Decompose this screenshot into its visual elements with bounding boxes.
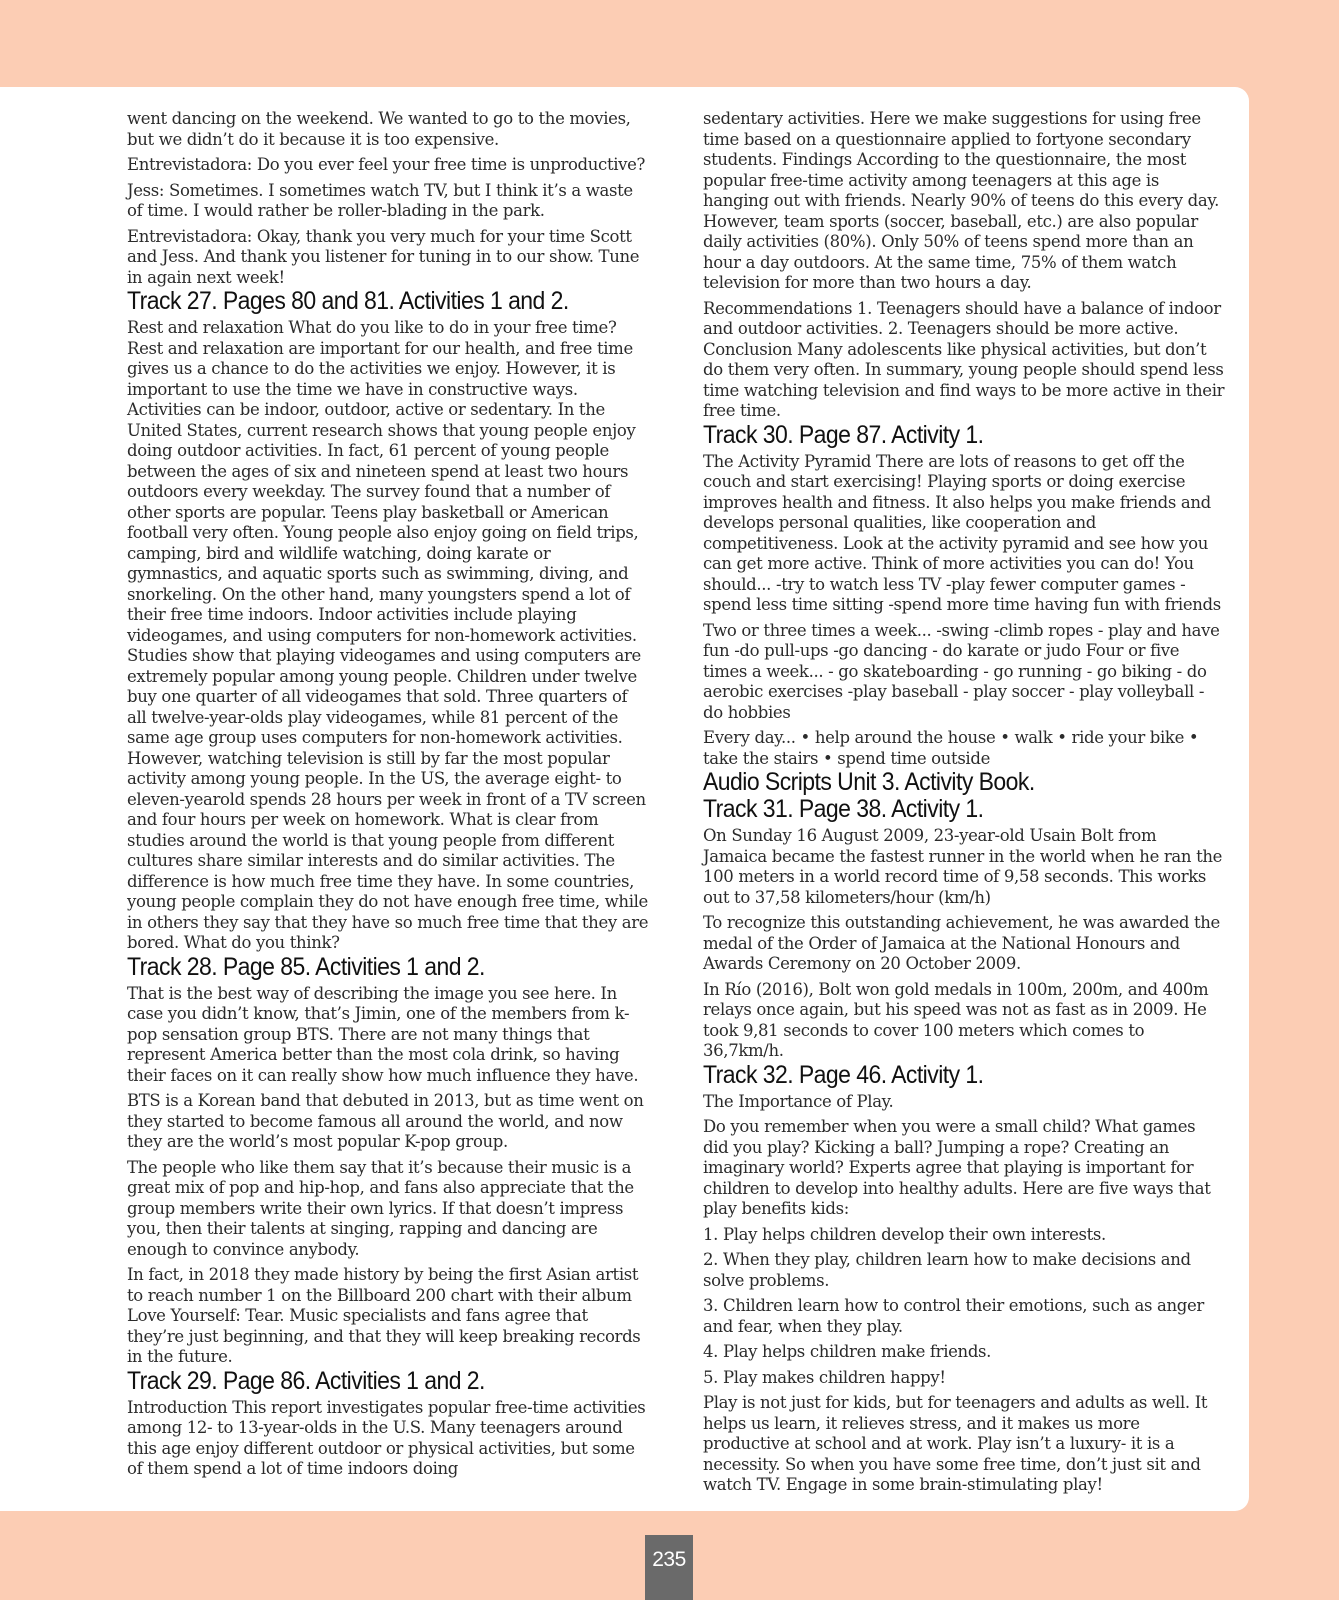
heading-track-31: Track 31. Page 38. Activity 1. xyxy=(703,795,984,823)
page-number: 235 xyxy=(645,1535,693,1600)
paragraph: On Sunday 16 August 2009, 23-year-old Usain Bolt from Jamaica became the fastest runner in the world when he ran the 100 meters in a world record time of 9,58 seconds. This works out to 37,58 kilometers/hour (km/h) xyxy=(703,826,1223,907)
paragraph: Play is not just for kids, but for teenagers and adults as well. It helps us learn, it relieves stress, and it makes us more productive at school and at work. Play isn’t a luxury- it is a necessity. So when you have some free time, don’t just sit and watch TV. Engage in some brain-stimulating play! xyxy=(703,1393,1208,1494)
list-item: 2. When they play, children learn how to make decisions and solve problems. xyxy=(703,1250,1191,1290)
paragraph: Every day... • help around the house • walk • ride your bike • take the stairs • spend time outside xyxy=(703,728,1199,768)
page-content xyxy=(0,87,1249,1511)
paragraph: The people who like them say that it’s because their music is a great mix of pop and hip-hop, and fans also appreciate that the group members write their own lyrics. If that doesn’t impress you, then their talents at singing, rapping and dancing are enough to convince anybody. xyxy=(127,1157,634,1259)
list-item: 4. Play helps children make friends. xyxy=(703,1342,992,1361)
heading-track-29: Track 29. Page 86. Activities 1 and 2. xyxy=(127,1366,485,1395)
heading-track-32: Track 32. Page 46. Activity 1. xyxy=(703,1060,984,1089)
left-column xyxy=(127,109,649,1485)
paragraph: Do you remember when you were a small child? What games did you play? Kicking a ball? Jumping a rope? Creating an imaginary world? Experts agree that playing is important for children to develop into healthy adults. Here are five ways that play benefits kids: xyxy=(703,1117,1211,1218)
paragraph: sedentary activities. Here we make suggestions for using free time based on a questionnaire applied to fortyone secondary students. Findings According to the questionnaire, the most popular free-time activity among teenagers at this age is hanging out with friends. Nearly 90% of teens do this every day. However, team sports (soccer, baseball, etc.) are also popular daily activities (80%). Only 50% of teens spend more than an hour a day outdoors. At the same time, 75% of them watch television for more than two hours a day. xyxy=(703,109,1220,292)
paragraph: BTS is a Korean band that debuted in 2013, but as time went on they started to become famous all around the world, and now they are the world’s most popular K-pop group. xyxy=(127,1091,644,1151)
paragraph: went dancing on the weekend. We wanted to go to the movies, but we didn’t do it because it is too expensive. xyxy=(127,109,631,149)
heading-unit-3: Audio Scripts Unit 3. Activity Book. xyxy=(703,768,1035,796)
paragraph: Jess: Sometimes. I sometimes watch TV, but I think it’s a waste of time. I would rather be roller-blading in the park. xyxy=(127,180,633,220)
heading-track-30: Track 30. Page 87. Activity 1. xyxy=(703,420,984,449)
right-column xyxy=(703,109,1225,1501)
paragraph: To recognize this outstanding achievement, he was awarded the medal of the Order of Jamaica at the National Honours and Awards Ceremony on 20 October 2009. xyxy=(703,913,1220,973)
paragraph: Introduction This report investigates popular free-time activities among 12- to 13-year-olds in the U.S. Many teenagers around this age enjoy different outdoor or physical activities, but some of them spend a lot of time indoors doing xyxy=(127,1397,646,1478)
heading-track-28: Track 28. Page 85. Activities 1 and 2. xyxy=(127,952,485,981)
paragraph: Recommendations 1. Teenagers should have a balance of indoor and outdoor activities. 2. Teenagers should be more active. Conclusion Many adolescents like physical activities, but don’t do them very often. In summary, young people should spend less time watching television and find ways to be more active in their free time. xyxy=(703,298,1225,420)
paragraph: Rest and relaxation What do you like to do in your free time? Rest and relaxation are important for our health, and free time gives us a chance to do the activities we enjoy. However, it is important to use the time we have in constructive ways. Activities can be indoor, outdoor, active or sedentary. In the United States, current research shows that young people enjoy doing outdoor activities. In fact, 61 percent of young people between the ages of six and nineteen spend at least two hours outdoors every weekday. The survey found that a number of other sports are popular. Teens play basketball or American football very often. Young people also enjoy going on field trips, camping, bird and wildlife watching, doing karate or gymnastics, and aquatic sports such as swimming, diving, and snorkeling. On the other hand, many youngsters spend a lot of their free time indoors. Indoor activities include playing videogames, and using computers for non-homework activities. Studies show that playing videogames and using computers are extremely popular among young people. Children under twelve buy one quarter of all videogames that sold. Three quarters of all twelve-year-olds play videogames, while 81 percent of the same age group uses computers for non-homework activities. However, watching television is still by far the most popular activity among young people. In the US, the average eight- to eleven-yearold spends 28 hours per week in front of a TV screen and four hours per week on homework. What is clear from studies around the world is that young people from different cultures share similar interests and do similar activities. The difference is how much free time they have. In some countries, young people complain they do not have enough free time, while in others they say that they have so much free time that they are bored. What do you think? xyxy=(127,318,649,952)
heading-track-27: Track 27. Pages 80 and 81. Activities 1 and 2. xyxy=(127,287,569,315)
paragraph: That is the best way of describing the image you see here. In case you didn’t know, that’s Jimin, one of the members from k-pop sensation group BTS. There are not many things that represent America better than the most cola drink, so having their faces on it can really show how much influence they have. xyxy=(127,983,639,1085)
paragraph: Entrevistadora: Do you ever feel your free time is unproductive? xyxy=(127,155,646,174)
list-item: 1. Play helps children develop their own interests. xyxy=(703,1224,1106,1244)
paragraph: In Río (2016), Bolt won gold medals in 100m, 200m, and 400m relays once again, but his speed was not as fast as in 2009. He took 9,81 seconds to cover 100 meters which comes to 36,7km/h. xyxy=(703,979,1209,1060)
paragraph: In fact, in 2018 they made history by being the first Asian artist to reach number 1 on the Billboard 200 chart with their album Love Yourself: Tear. Music specialists and fans agree that they’re just beginning, and that they will keep breaking records in the future. xyxy=(127,1265,641,1366)
list-item: 3. Children learn how to control their emotions, such as anger and fear, when they play. xyxy=(703,1296,1204,1336)
paragraph: The Importance of Play. xyxy=(703,1091,894,1111)
paragraph: Entrevistadora: Okay, thank you very much for your time Scott and Jess. And thank you listener for tuning in to our show. Tune in again next week! xyxy=(127,226,640,287)
paragraph: Two or three times a week... -swing -climb ropes - play and have fun -do pull-ups -go dancing - do karate or judo Four or five times a week... - go skateboarding - go running - go biking - do aerobic exercises -play baseball - play soccer - play volleyball - do hobbies xyxy=(703,620,1220,722)
paragraph: The Activity Pyramid There are lots of reasons to get off the couch and start exercising! Playing sports or doing exercise improves health and fitness. It also helps you make friends and develops personal qualities, like cooperation and competitiveness. Look at the activity pyramid and see how you can get more active. Think of more activities you can do! You should... -try to watch less TV -play fewer computer games -spend less time sitting -spend more time having fun with friends xyxy=(703,451,1221,614)
list-item: 5. Play makes children happy! xyxy=(703,1367,946,1387)
